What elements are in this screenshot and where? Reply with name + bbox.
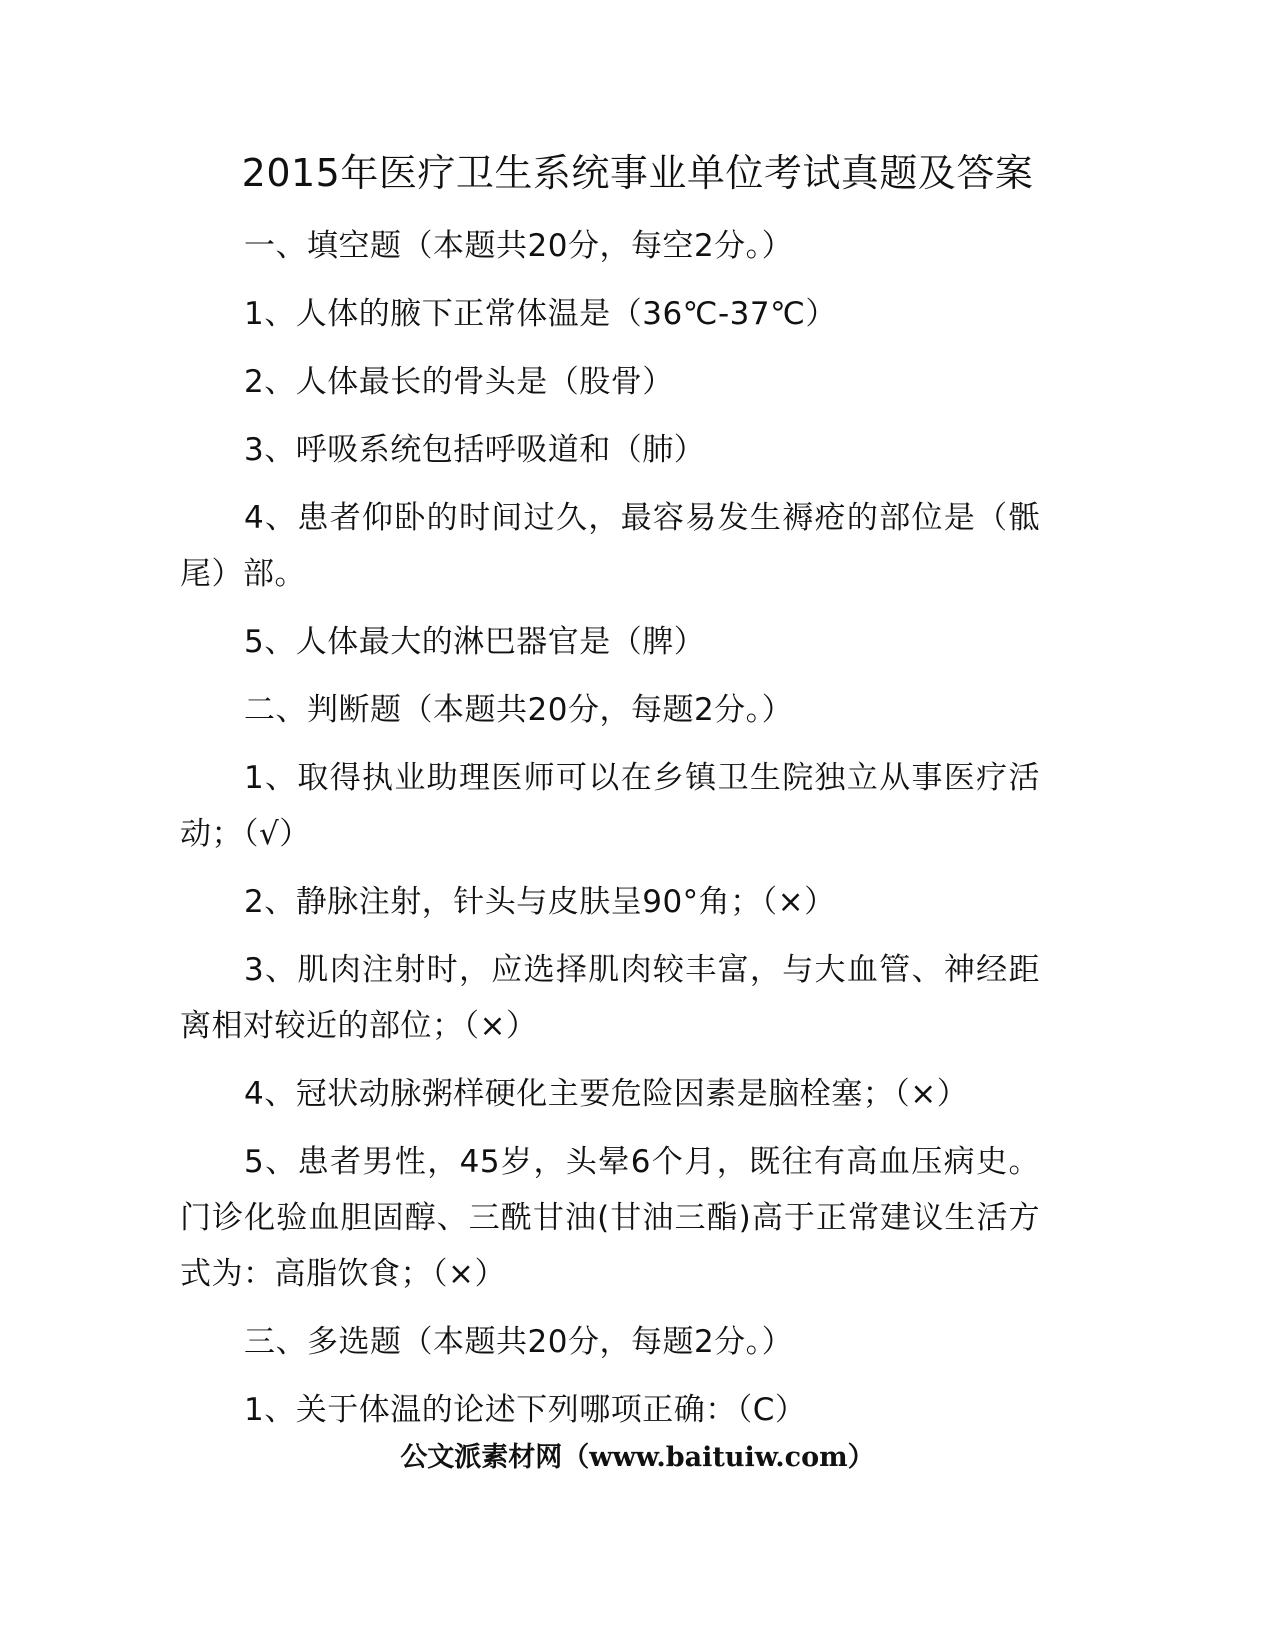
section-heading-true-false: 二、判断题（本题共20分，每题2分。）	[244, 692, 794, 728]
question-paragraph: 2、静脉注射，针头与皮肤呈90°角；（×）	[244, 884, 836, 920]
question-paragraph: 2、人体最长的骨头是（股骨）	[244, 364, 674, 400]
section-heading-multiple-choice: 三、多选题（本题共20分，每题2分。）	[244, 1324, 794, 1360]
question-paragraph: 3、呼吸系统包括呼吸道和（肺）	[244, 432, 706, 468]
section-heading-fill-in: 一、填空题（本题共20分，每空2分。）	[244, 228, 794, 264]
question-paragraph: 1、关于体温的论述下列哪项正确：（C）	[244, 1392, 807, 1428]
question-paragraph: 4、冠状动脉粥样硬化主要危险因素是脑栓塞；（×）	[244, 1076, 969, 1112]
page-footer-watermark: 公文派素材网（www.baituiw.com）	[400, 1442, 875, 1473]
question-paragraph: 3、肌肉注射时，应选择肌肉较丰富，与大血管、神经距离相对较近的部位；（×）	[180, 952, 1040, 1044]
question-paragraph: 5、人体最大的淋巴器官是（脾）	[244, 624, 706, 660]
document-title: 2015年医疗卫生系统事业单位考试真题及答案	[241, 151, 1034, 195]
question-paragraph: 1、取得执业助理医师可以在乡镇卫生院独立从事医疗活动；（√）	[180, 760, 1040, 852]
question-paragraph: 5、患者男性，45岁，头晕6个月，既往有高血压病史。门诊化验血胆固醇、三酰甘油(甘油三酯)高于正常建议生活方式为：高脂饮食；（×）	[180, 1144, 1040, 1292]
question-paragraph: 4、患者仰卧的时间过久，最容易发生褥疮的部位是（骶尾）部。	[180, 500, 1040, 592]
document-body	[180, 218, 1040, 1450]
question-paragraph: 1、人体的腋下正常体温是（36℃-37℃）	[244, 296, 837, 332]
